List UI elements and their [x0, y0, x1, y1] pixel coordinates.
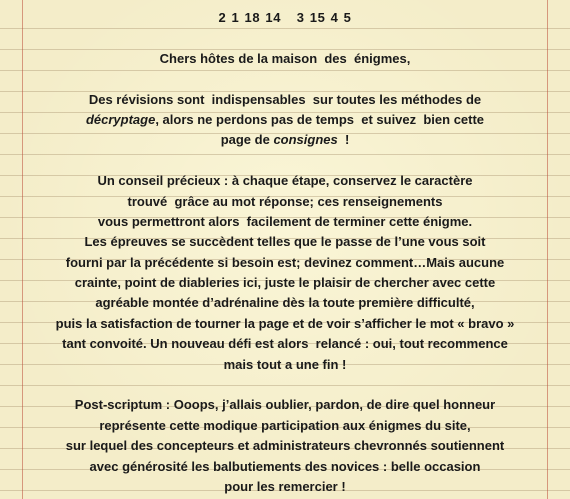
postscript-line: représente cette modique participation aux énigmes du site, [99, 417, 471, 433]
cipher-code: 2 1 18 14 3 15 4 5 [218, 10, 352, 25]
spacer [0, 28, 570, 48]
emphasis-decryptage: décryptage [85, 111, 156, 127]
advice-line: puis la satisfaction de tourner la page et de voir s’afficher le mot « bravo » [55, 315, 515, 331]
advice-line: Un conseil précieux : à chaque étape, conservez le caractère [97, 173, 473, 189]
advice-line: mais tout a une fin ! [223, 356, 347, 372]
letter-body [0, 8, 570, 497]
advice-line: fourni par la précédente si besoin est; devinez comment…Mais aucune [65, 254, 505, 270]
greeting: Chers hôtes de la maison des énigmes, [159, 50, 411, 66]
emphasis-consignes: consignes [273, 132, 338, 148]
postscript-line: pour les remercier ! [224, 478, 346, 494]
advice-line: Les épreuves se succèdent telles que le passe de l’une vous soit [84, 234, 486, 250]
spacer [0, 151, 570, 171]
intro-line-2-rest: , alors ne perdons pas de temps et suivez bien cette [155, 111, 485, 127]
advice-line: trouvé grâce au mot réponse; ces renseignements [127, 193, 443, 209]
advice-line: tant convoité. Un nouveau défi est alors relancé : oui, tout recommence [62, 336, 508, 352]
spacer [0, 69, 570, 89]
postscript-line: avec générosité les balbutiements des novices : belle occasion [89, 458, 481, 474]
intro-line-3-post: ! [337, 132, 350, 148]
intro-line-3 [0, 130, 570, 150]
intro-line-1: Des révisions sont indispensables sur toutes les méthodes de [88, 91, 482, 107]
spacer [0, 375, 570, 395]
advice-line: agréable montée d’adrénaline dès la toute première difficulté, [95, 295, 475, 311]
intro-line-2 [0, 110, 570, 130]
advice-line: vous permettront alors facilement de terminer cette énigme. [97, 213, 473, 229]
intro-line-3-pre: page de [220, 132, 274, 148]
postscript-line: Post-scriptum : Ooops, j’allais oublier, pardon, de dire quel honneur [74, 397, 496, 413]
advice-line: crainte, point de diableries ici, juste le plaisir de chercher avec cette [74, 275, 496, 291]
postscript-line: sur lequel des concepteurs et administrateurs chevronnés soutiennent [65, 438, 505, 454]
